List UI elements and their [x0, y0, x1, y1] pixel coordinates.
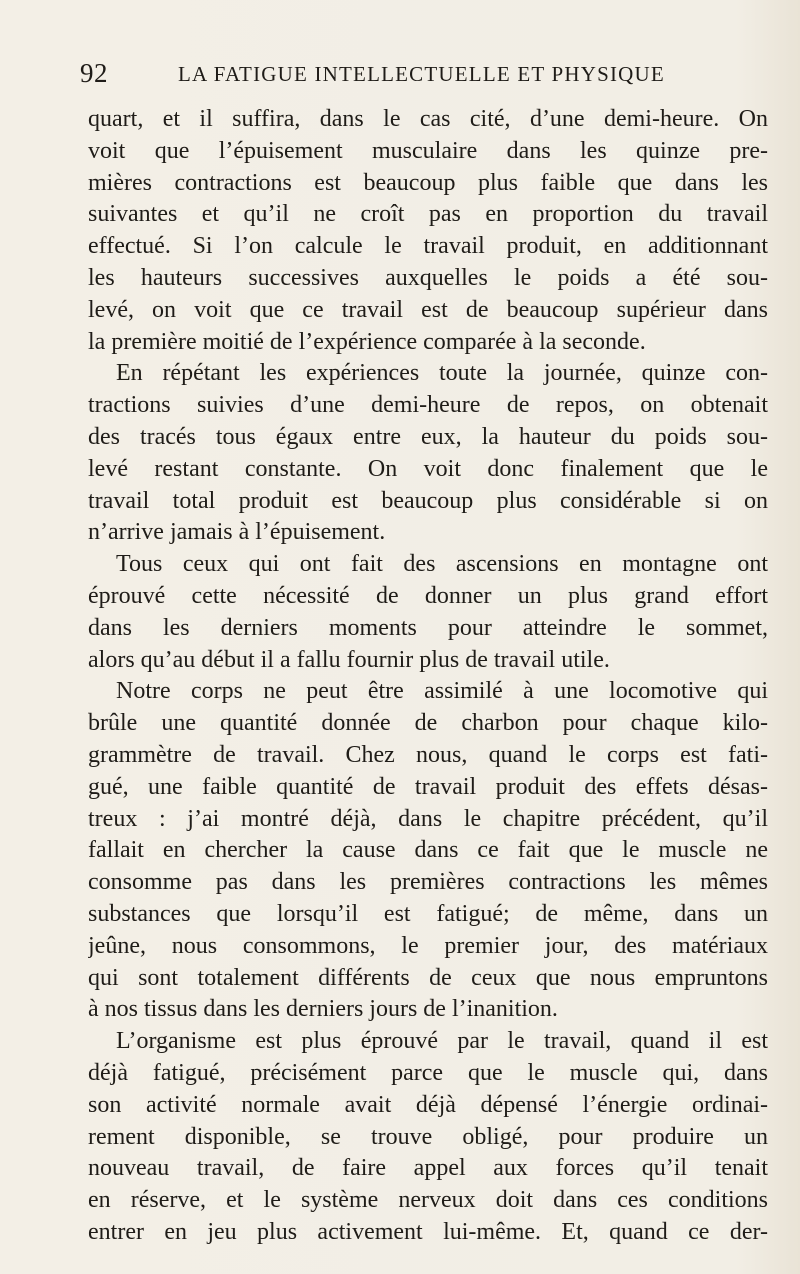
text-line: voit que l’épuisement musculaire dans les quinze pre- — [88, 137, 768, 164]
text-line: travail total produit est beaucoup plus considérable si on — [88, 487, 768, 514]
text-line: tractions suivies d’une demi-heure de repos, on obtenait — [88, 392, 768, 419]
body-text — [88, 104, 768, 1249]
text-line: En répétant les expériences toute la journée, quinze con- — [116, 360, 768, 387]
text-line: alors qu’au début il a fallu fournir plus de travail utile. — [88, 646, 610, 673]
text-line: éprouvé cette nécessité de donner un plus grand effort — [88, 582, 768, 609]
text-line: en réserve, et le système nerveux doit dans ces conditions — [88, 1187, 768, 1214]
running-title: LA FATIGUE INTELLECTUELLE ET PHYSIQUE — [178, 62, 665, 86]
text-line: mières contractions est beaucoup plus faible que dans les — [88, 169, 768, 196]
text-line: levé, on voit que ce travail est de beaucoup supérieur dans — [88, 296, 768, 323]
page-number: 92 — [80, 58, 108, 88]
text-line: déjà fatigué, précisément parce que le muscle qui, dans — [88, 1059, 768, 1086]
text-line: treux : j’ai montré déjà, dans le chapitre précédent, qu’il — [88, 805, 768, 832]
text-line: son activité normale avait déjà dépensé l’énergie ordinai- — [88, 1091, 768, 1118]
text-line: rement disponible, se trouve obligé, pour produire un — [88, 1123, 768, 1150]
text-line: entrer en jeu plus activement lui-même. Et, quand ce der- — [88, 1218, 768, 1245]
text-line: Notre corps ne peut être assimilé à une locomotive qui — [116, 678, 768, 705]
text-line: nouveau travail, de faire appel aux forces qu’il tenait — [88, 1155, 768, 1182]
text-line: effectué. Si l’on calcule le travail produit, en additionnant — [88, 233, 768, 260]
text-line: qui sont totalement différents de ceux que nous empruntons — [88, 964, 768, 991]
text-line: suivantes et qu’il ne croît pas en proportion du travail — [88, 201, 768, 228]
text-line: fallait en chercher la cause dans ce fait que le muscle ne — [88, 837, 768, 864]
text-line: jeûne, nous consommons, le premier jour, des matériaux — [88, 932, 768, 959]
text-line: à nos tissus dans les derniers jours de l’inanition. — [88, 996, 558, 1023]
text-line: dans les derniers moments pour atteindre le sommet, — [88, 614, 768, 641]
text-line: L’organisme est plus éprouvé par le travail, quand il est — [116, 1028, 768, 1055]
running-head — [80, 58, 720, 88]
text-line: levé restant constante. On voit donc finalement que le — [88, 455, 768, 482]
text-line: la première moitié de l’expérience comparée à la seconde. — [88, 328, 646, 355]
text-line: grammètre de travail. Chez nous, quand le corps est fati- — [88, 741, 768, 768]
text-line: des tracés tous égaux entre eux, la hauteur du poids sou- — [88, 423, 768, 450]
text-line: gué, une faible quantité de travail produit des effets désas- — [88, 773, 768, 800]
text-line: quart, et il suffira, dans le cas cité, d’une demi-heure. On — [88, 106, 768, 132]
text-line: les hauteurs successives auxquelles le poids a été sou- — [88, 264, 768, 291]
text-line: n’arrive jamais à l’épuisement. — [88, 519, 386, 546]
text-line: consomme pas dans les premières contractions les mêmes — [88, 869, 768, 896]
text-line: substances que lorsqu’il est fatigué; de même, dans un — [88, 900, 768, 927]
text-line: Tous ceux qui ont fait des ascensions en montagne ont — [116, 551, 768, 578]
text-line: brûle une quantité donnée de charbon pour chaque kilo- — [88, 710, 768, 737]
